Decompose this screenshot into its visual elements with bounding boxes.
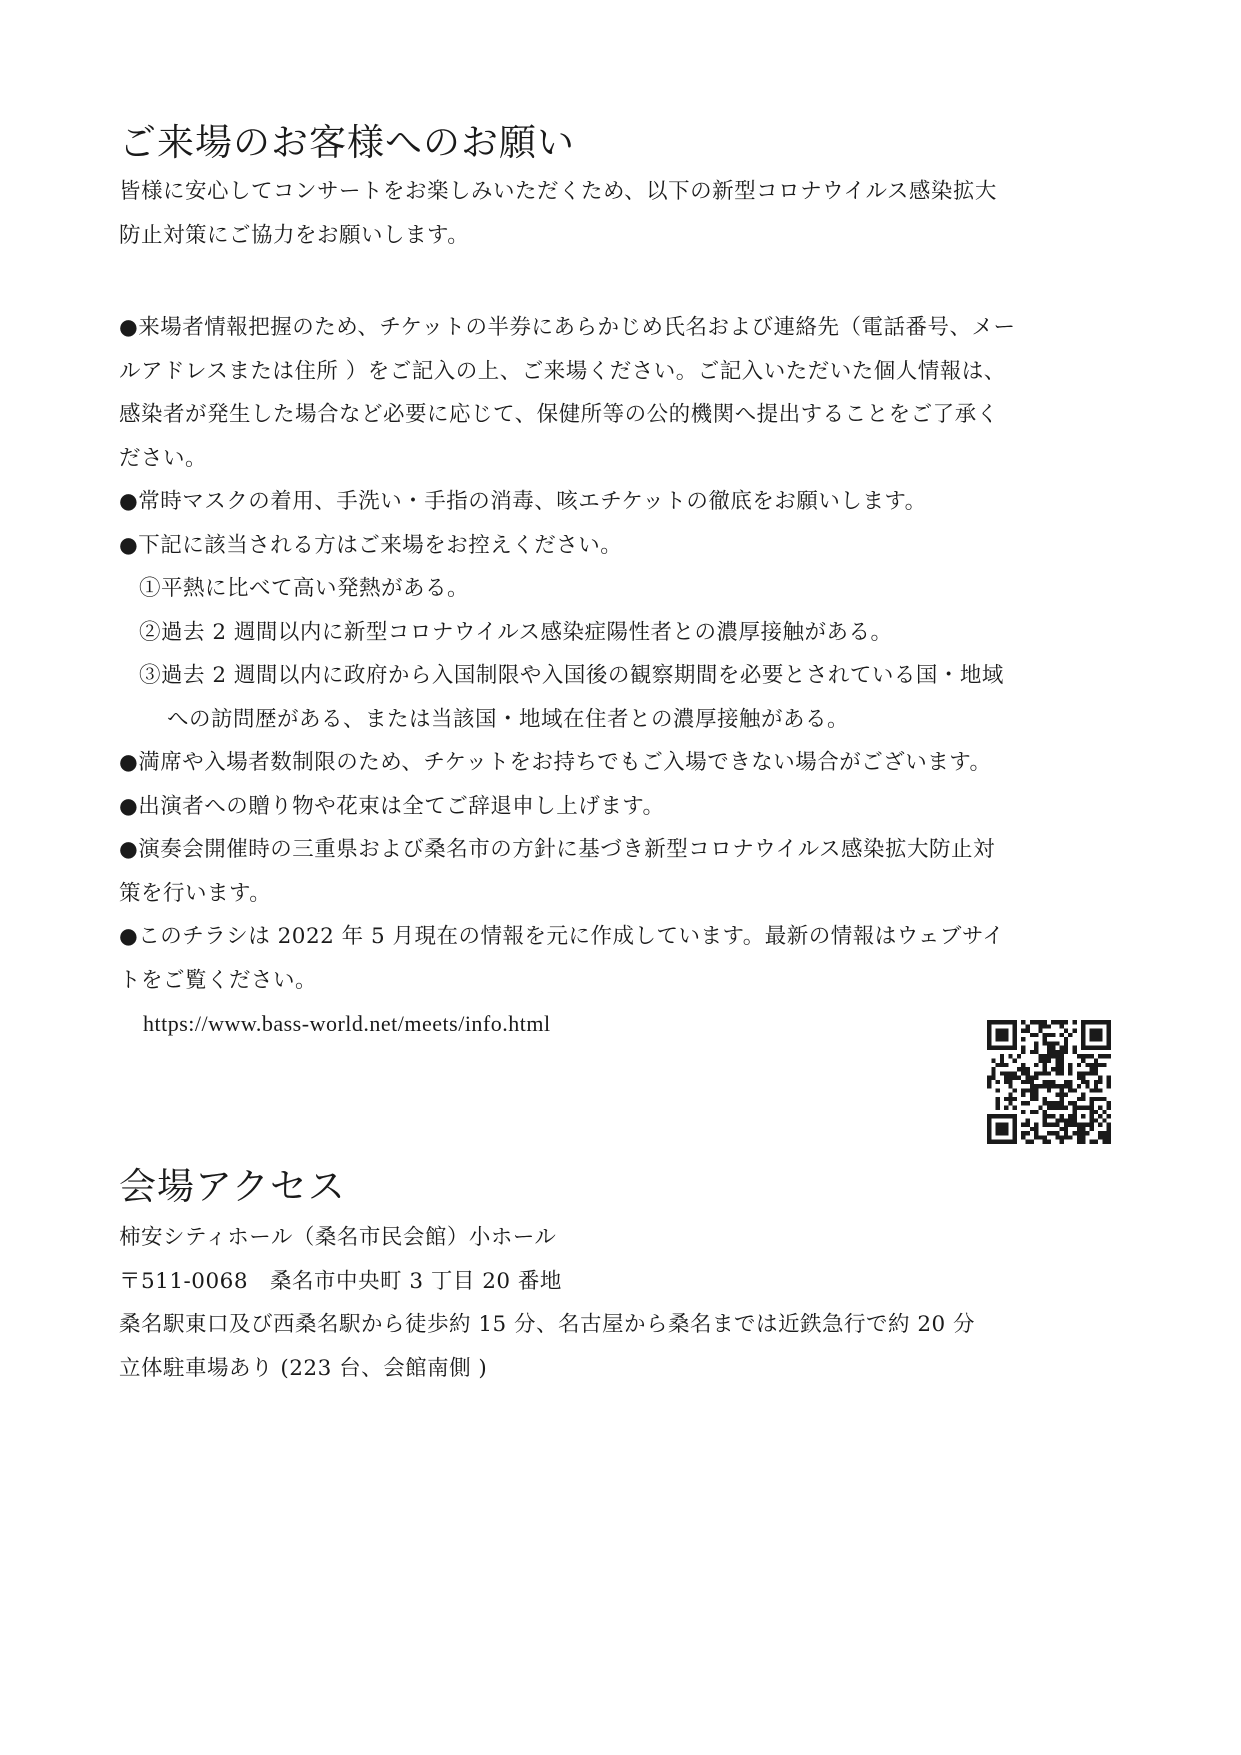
notice-line: ルアドレスまたは住所 ）をご記入の上、ご来場ください。ご記入いただいた個人情報は、 (119, 358, 1006, 384)
intro-line: 皆様に安心してコンサートをお楽しみいただくため、以下の新型コロナウイルス感染拡大 (119, 179, 997, 204)
notice-line: ●下記に該当される方はご来場をお控えください。 (119, 532, 623, 558)
notice-line: ださい。 (119, 445, 208, 471)
intro-line: 防止対策にご協力をお願いします。 (119, 222, 470, 248)
notice-line: 感染者が発生した場合など必要に応じて、保健所等の公的機関へ提出することをご了承く (119, 402, 999, 427)
condition-item: ②過去 2 週間以内に新型コロナウイルス感染症陽性者との濃厚接触がある。 (139, 619, 893, 645)
notice-list (119, 306, 1129, 1046)
qr-code-icon (987, 1020, 1111, 1144)
venue-parking: 立体駐車場あり (223 台、会館南側 ) (119, 1355, 488, 1381)
notice-line: ●満席や入場者数制限のため、チケットをお持ちでもご入場できない場合がございます。 (119, 750, 992, 775)
notice-line: 策を行います。 (119, 880, 272, 906)
notice-line: ●出演者への贈り物や花束は全てご辞退申し上げます。 (119, 793, 665, 819)
condition-item: ①平熱に比べて高い発熱がある。 (139, 576, 470, 601)
notice-line: トをご覧ください。 (119, 967, 318, 993)
request-heading: ご来場のお客様へのお願い (119, 121, 575, 164)
notice-line: ●来場者情報把握のため、チケットの半券にあらかじめ氏名および連絡先（電話番号、メー (119, 315, 1016, 340)
intro-paragraph (119, 170, 1129, 257)
venue-address: 〒511-0068 桑名市中央町 3 丁目 20 番地 (119, 1268, 562, 1294)
condition-item: ③過去 2 週間以内に政府から入国制限や入国後の観察期間を必要とされている国・地域 (139, 663, 1004, 688)
notice-line: ●演奏会開催時の三重県および桑名市の方針に基づき新型コロナウイルス感染拡大防止対 (119, 837, 995, 862)
notice-line: ●常時マスクの着用、手洗い・手指の消毒、咳エチケットの徹底をお願いします。 (119, 489, 927, 514)
condition-item-continued: への訪問歴がある、または当該国・地域在住者との濃厚接触がある。 (167, 706, 850, 732)
venue-info (119, 1216, 1129, 1390)
venue-directions: 桑名駅東口及び西桑名駅から徒歩約 15 分、名古屋から桑名までは近鉄急行で約 20 分 (119, 1312, 976, 1337)
notice-line: ●このチラシは 2022 年 5 月現在の情報を元に作成しています。最新の情報はウェブサイ (119, 924, 1005, 949)
info-url-link[interactable]: https://www.bass-world.net/meets/info.html (143, 1011, 551, 1036)
venue-name: 柿安シティホール（桑名市民会館）小ホール (119, 1225, 557, 1250)
venue-access-heading: 会場アクセス (119, 1165, 346, 1208)
